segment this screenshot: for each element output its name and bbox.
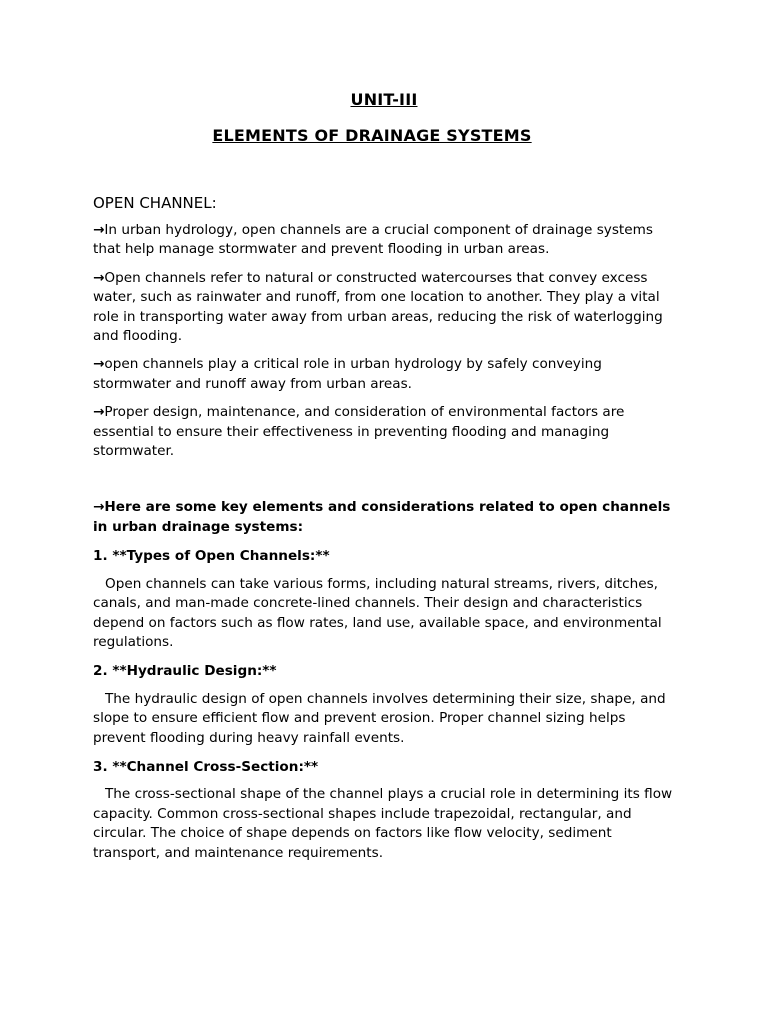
arrow-icon: → [93,269,105,286]
paragraph-text: Open channels refer to natural or constructed watercourses that convey excess water, such as rainwater and runoff, from one location to another. They play a vital role in transporting water away from urban areas, reducing the risk of waterlogging and flooding. [93,269,663,345]
item-body-hydraulic-design: The hydraulic design of open channels involves determining their size, shape, and slope to ensure efficient flow and prevent erosion. Proper channel sizing helps prevent flooding during heavy rainfall events. [93,690,666,746]
item-heading-types: 1. **Types of Open Channels:** [93,548,330,565]
item-body-types: Open channels can take various forms, including natural streams, rivers, ditches, canals, and man-made concrete-lined channels. Their design and characteristics depend on factors such as flow rates, land use, available space, and environmental regulations. [93,575,662,650]
arrow-icon: → [93,404,105,421]
arrow-icon: → [93,499,105,516]
paragraph [93,355,675,394]
item-heading-cross-section: 3. **Channel Cross-Section:** [93,758,319,775]
paragraph [93,221,675,260]
unit-title: UNIT-III [350,90,418,109]
document-body [93,193,675,873]
paragraph-text: In urban hydrology, open channels are a crucial component of drainage systems that help manage stormwater and prevent flooding in urban areas. [93,222,653,258]
key-elements-intro [93,498,675,537]
paragraph [93,403,675,461]
paragraph-text: Proper design, maintenance, and consideration of environmental factors are essential to ensure their effectiveness in preventing flooding and managing stormwater. [93,404,625,460]
document-title: ELEMENTS OF DRAINAGE SYSTEMS [212,126,532,145]
arrow-icon: → [93,222,105,238]
section-heading: OPEN CHANNEL: [93,194,217,212]
item-body-cross-section: The cross-sectional shape of the channel plays a crucial role in determining its flow capacity. Common cross-sectional shapes include trapezoidal, rectangular, and circular. The choice of shape depends on factors like flow velocity, sediment transport, and maintenance requirements. [93,786,673,861]
arrow-icon: → [93,356,105,373]
paragraph [93,269,675,347]
paragraph-text: open channels play a critical role in urban hydrology by safely conveying stormwater and runoff away from urban areas. [93,356,602,392]
item-heading-hydraulic-design: 2. **Hydraulic Design:** [93,663,277,680]
spacer [93,470,675,498]
key-elements-intro-text: Here are some key elements and considerations related to open channels in urban drainage systems: [93,499,671,535]
